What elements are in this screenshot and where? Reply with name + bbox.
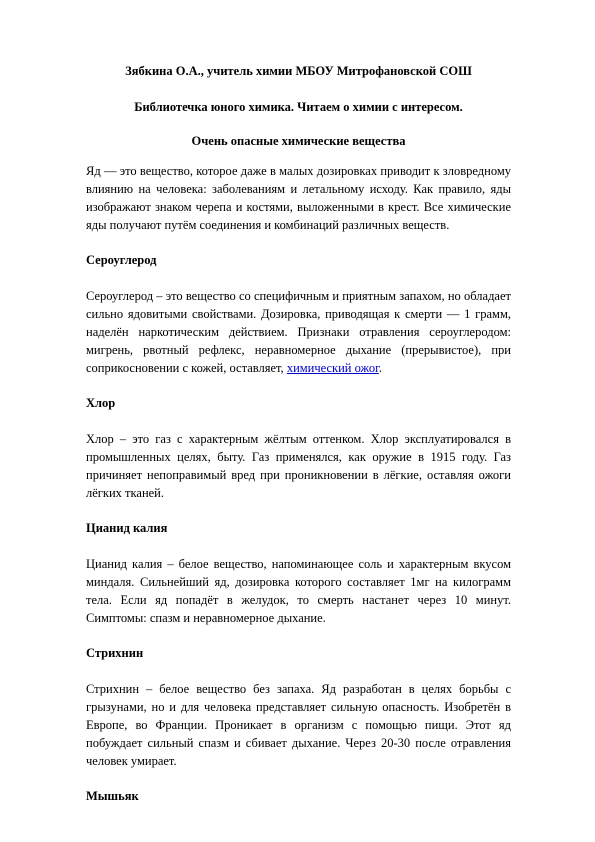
author-line: Зябкина О.А., учитель химии МБОУ Митрофановской СОШ	[125, 64, 472, 78]
document-title: Очень опасные химические вещества	[191, 134, 406, 148]
series-title: Библиотечка юного химика. Читаем о химии с интересом.	[134, 100, 463, 114]
document-page	[86, 62, 511, 823]
section-heading-arsenic: Мышьяк	[86, 789, 139, 803]
section-text-carbon-disulfide	[86, 287, 511, 377]
chemical-burn-link[interactable]: химический ожог	[286, 361, 379, 375]
intro-paragraph: Яд — это вещество, которое даже в малых дозировках приводит к зловредному влиянию на человека: заболеваниям и летальному исходу. Как правило, яды изображают знаком черепа и костями, выложенными в крест. Все химические яды получают путём соединения и комбинаций различных веществ.	[86, 164, 511, 232]
section-heading-carbon-disulfide: Сероуглерод	[86, 253, 157, 267]
carbon-disulfide-text: Сероуглерод – это вещество со специфичным и приятным запахом, но обладает сильно ядовитыми свойствами. Дозировка, приводящая к смерти — 1 грамм, наделён наркотическим действием. Признаки отравления сероуглеродом: мигрень, рвотный рефлекс, неравномерное дыхание (прерывистое), при соприкосновении с кожей, оставляет,	[86, 289, 511, 375]
section-heading-potassium-cyanide: Цианид калия	[86, 521, 168, 535]
section-text-potassium-cyanide: Цианид калия – белое вещество, напоминающее соль и характерным вкусом миндаля. Сильнейший яд, дозировка которого составляет 1мг на килограмм тела. Если яд попадёт в желудок, то смерть настанет через 10 минут. Симптомы: спазм и неравномерное дыхание.	[86, 557, 511, 625]
section-text-strychnine: Стрихнин – белое вещество без запаха. Яд разработан в целях борьбы с грызунами, но и для человека представляет сильную опасность. Изобретён в Европе, во Франции. Проникает в организм с помощью пищи. Этот яд побуждает сильный спазм и сбивает дыхание. Через 20-30 после отравления человек умирает.	[86, 682, 511, 768]
section-text-chlorine: Хлор – это газ с характерным жёлтым оттенком. Хлор эксплуатировался в промышленных целях, быту. Газ применялся, как оружие в 1915 году. Газ причиняет непоправимый вред при проникновении в лёгкие, оставляя ожоги лёгких тканей.	[86, 432, 511, 500]
section-heading-strychnine: Стрихнин	[86, 646, 144, 660]
carbon-disulfide-text-end: .	[378, 361, 382, 375]
section-heading-chlorine: Хлор	[86, 396, 116, 410]
